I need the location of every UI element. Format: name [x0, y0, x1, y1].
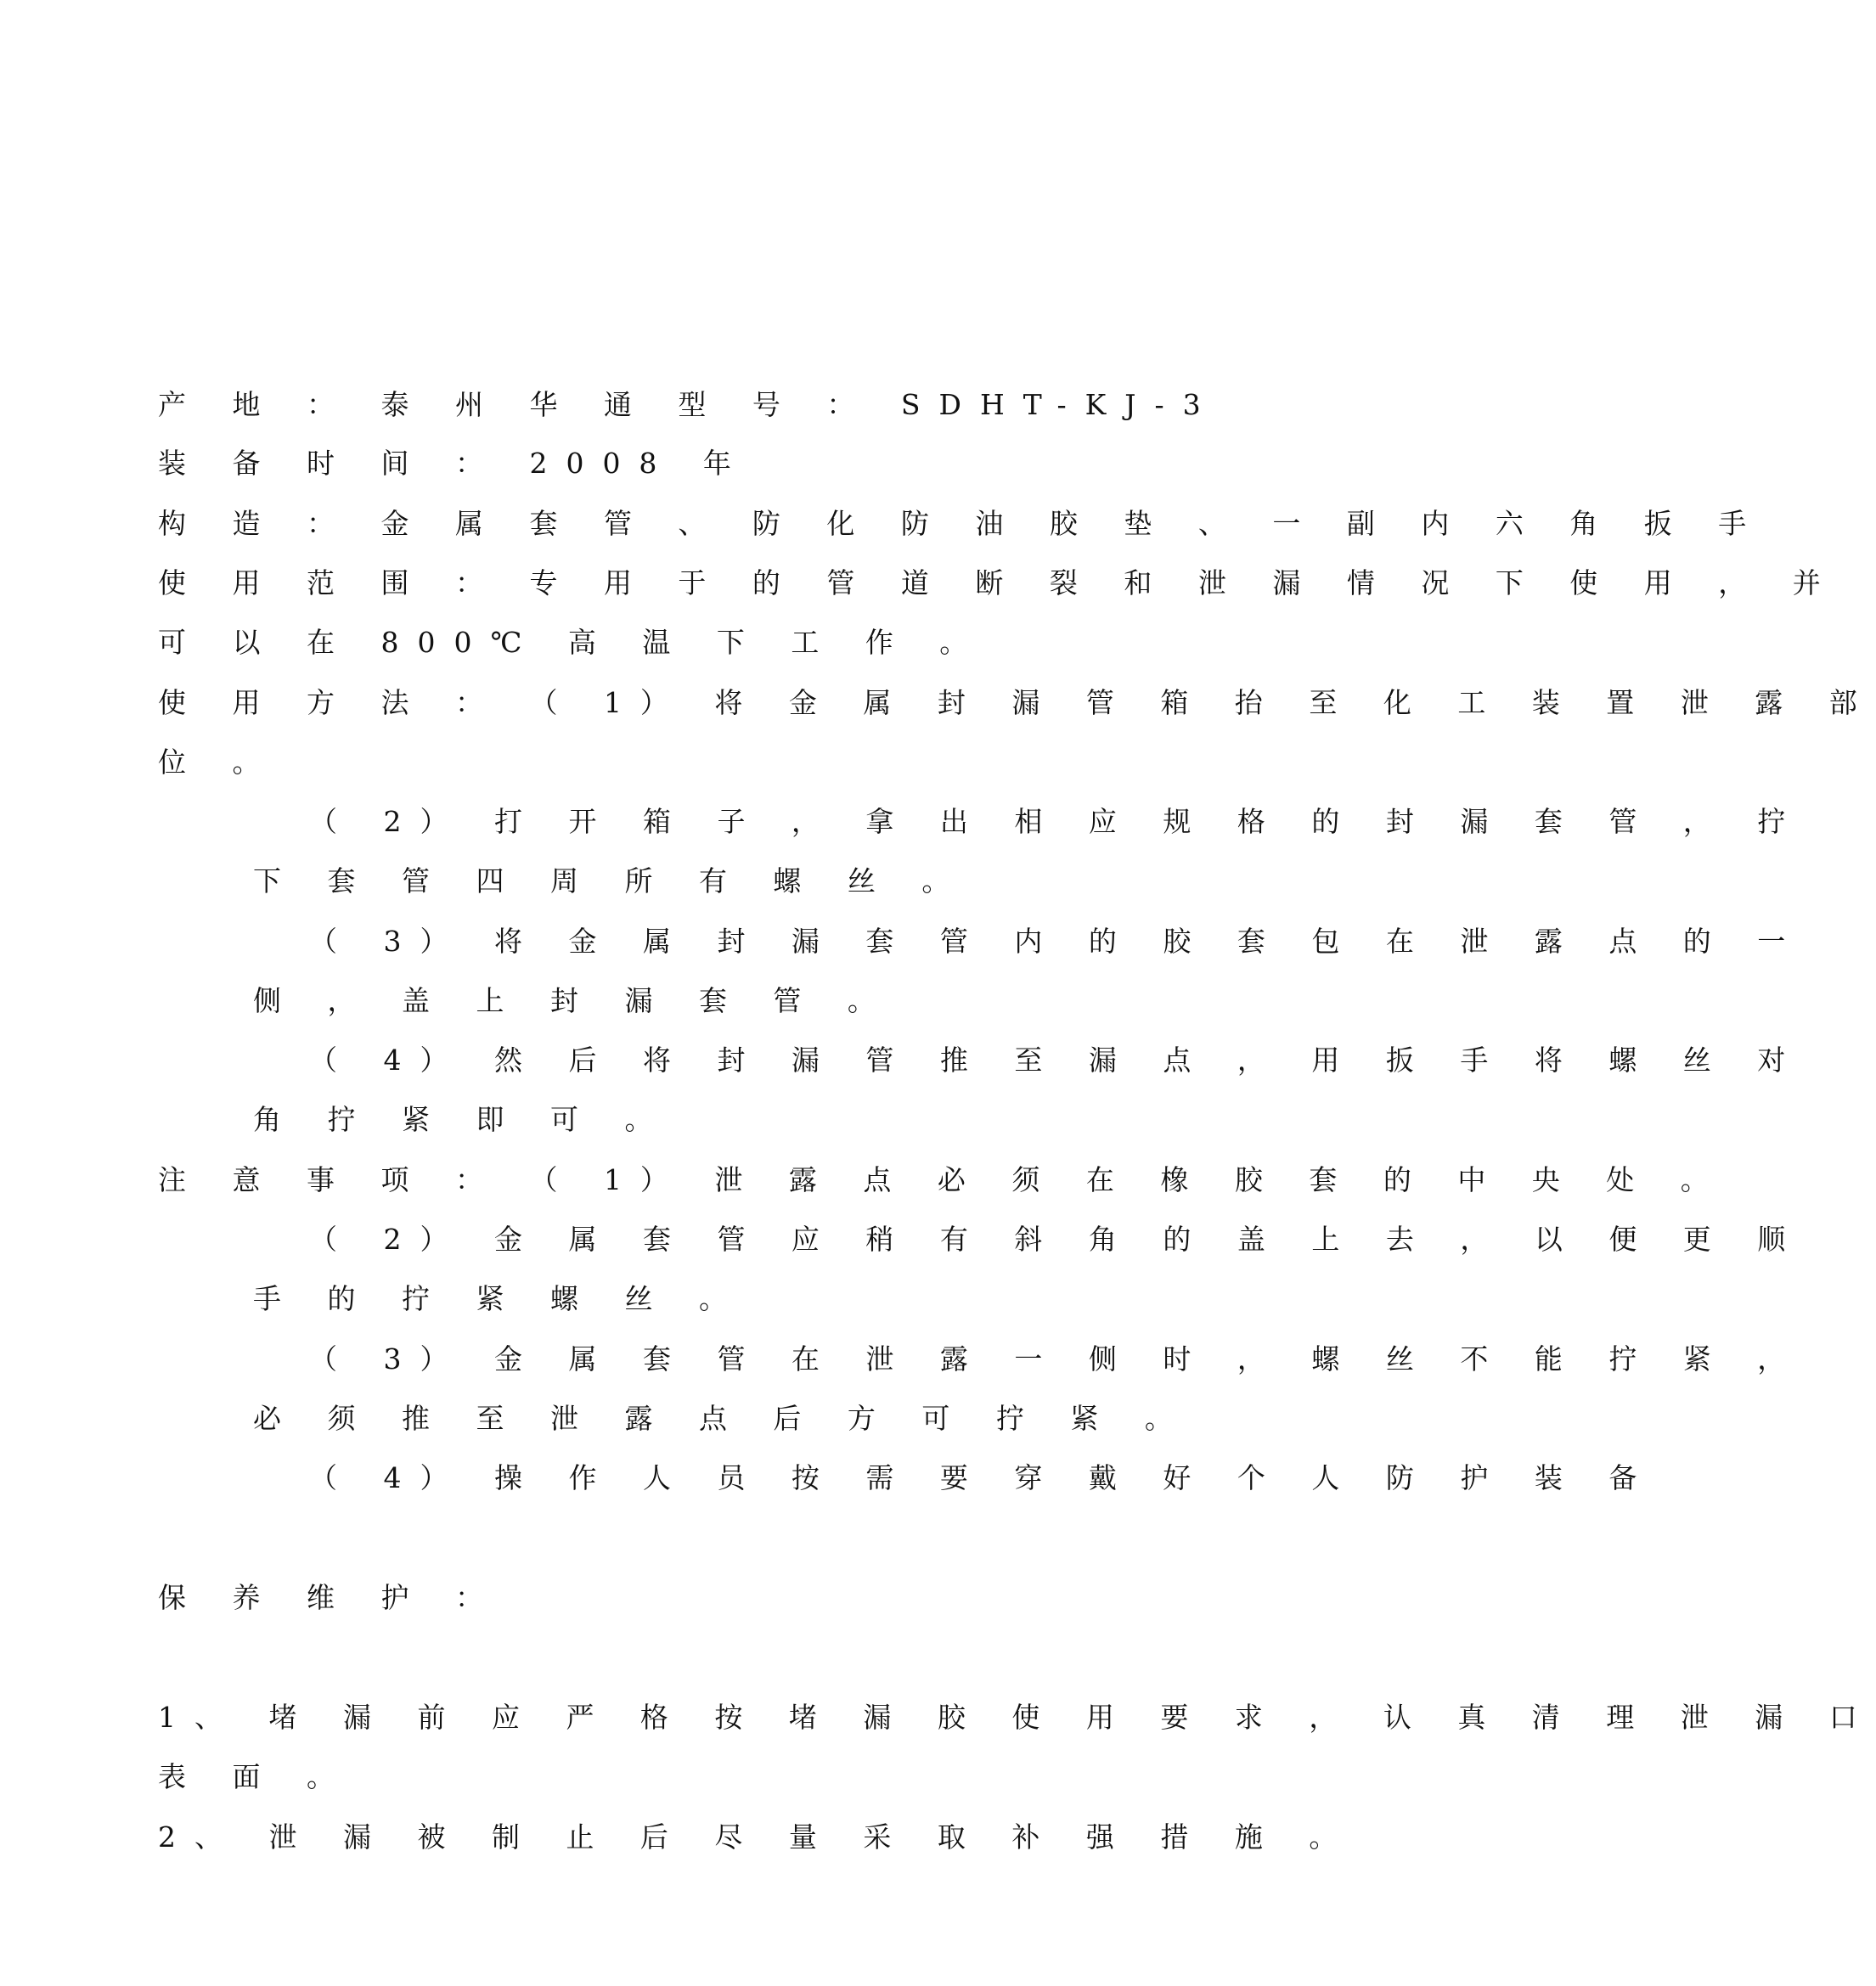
notes-line: 注 意 事 项 ： （ 1） 泄 露 点 必 须 在 橡 胶 套 的 中 央 处 。	[158, 1163, 1727, 1196]
method-line: 使 用 方 法 ： （ 1） 将 金 属 封 漏 管 箱 抬 至 化 工 装 置 泄 露 部	[158, 686, 1876, 719]
method-line: 角 拧 紧 即 可 。	[253, 1103, 672, 1136]
method-line: （ 3） 将 金 属 封 漏 套 管 内 的 胶 套 包 在 泄 露 点 的 一	[309, 925, 1805, 958]
method-line: 侧 ， 盖 上 封 漏 套 管 。	[253, 984, 894, 1017]
maintenance-item: 1、 堵 漏 前 应 严 格 按 堵 漏 胶 使 用 要 求 ， 认 真 清 理 泄 漏 口	[158, 1701, 1876, 1734]
notes-line: 必 须 推 至 泄 露 点 后 方 可 拧 紧 。	[253, 1402, 1192, 1435]
notes-line: （ 4） 操 作 人 员 按 需 要 穿 戴 好 个 人 防 护 装 备	[309, 1461, 1656, 1494]
notes-line: 手 的 拧 紧 螺 丝 。	[253, 1282, 746, 1315]
method-line: （ 4） 然 后 将 封 漏 管 推 至 漏 点 ， 用 扳 手 将 螺 丝 对	[309, 1044, 1805, 1077]
notes-line: （ 3） 金 属 套 管 在 泄 露 一 侧 时 ， 螺 丝 不 能 拧 紧 ，	[309, 1342, 1805, 1376]
usage-scope-line: 使 用 范 围 ： 专 用 于 的 管 道 断 裂 和 泄 漏 情 况 下 使 用 ， 并	[158, 566, 1839, 599]
structure-line: 构 造 ： 金 属 套 管 、 防 化 防 油 胶 垫 、 一 副 内 六 角 扳 手	[158, 507, 1766, 540]
maintenance-heading: 保 养 维 护 ：	[158, 1581, 502, 1614]
method-line: 下 套 管 四 周 所 有 螺 丝 。	[253, 864, 969, 897]
origin-model-line: 产 地 ： 泰 州 华 通 型 号 ： SDHT-KJ-3	[158, 388, 1220, 421]
usage-scope-line: 可 以 在 800℃ 高 温 下 工 作 。	[158, 626, 987, 659]
method-line: （ 2） 打 开 箱 子 ， 拿 出 相 应 规 格 的 封 漏 套 管 ， 拧	[309, 805, 1805, 838]
notes-line: （ 2） 金 属 套 管 应 稍 有 斜 角 的 盖 上 去 ， 以 便 更 顺	[309, 1223, 1805, 1256]
method-line: 位 。	[158, 745, 279, 779]
maintenance-item: 2、 泄 漏 被 制 止 后 尽 量 采 取 补 强 措 施 。	[158, 1820, 1356, 1854]
maintenance-item: 表 面 。	[158, 1760, 353, 1793]
equip-time-line: 装 备 时 间 ： 2008 年	[158, 447, 750, 480]
